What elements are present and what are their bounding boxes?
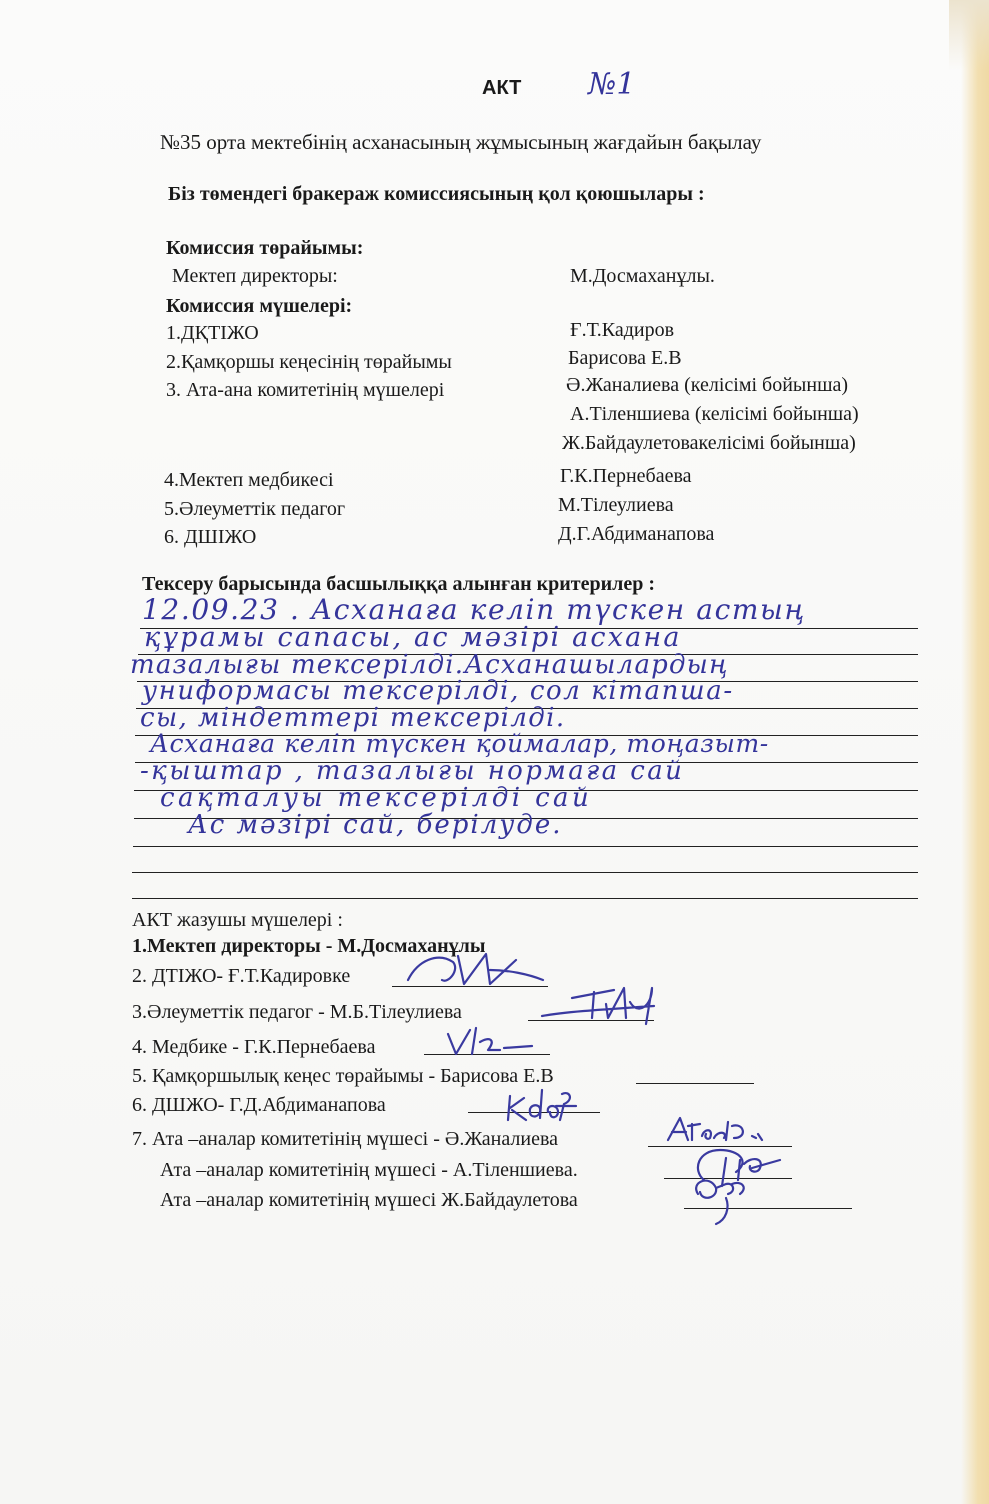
member-role: 2.Қамқоршы кеңесінің төрайымы [166, 351, 452, 373]
criteria-heading: Тексеру барысында басшылыққа алынған критерилер : [142, 573, 656, 595]
chair-name: М.Досмаханұлы. [570, 265, 715, 287]
member-name: М.Тілеулиева [558, 494, 674, 516]
ruled-line [132, 898, 918, 899]
member-role: 6. ДШІЖО [164, 526, 257, 548]
handwritten-criteria-line: -қыштар , тазалығы нормаға сай [140, 756, 685, 786]
member-role: 4.Мектеп медбикесі [164, 469, 334, 491]
chair-role: Мектеп директоры: [172, 265, 338, 287]
member-name: Ж.Байдаулетовакелісімі бойынша) [562, 432, 856, 454]
signatory-line: 2. ДТІЖО- Ғ.Т.Кадировке [132, 965, 351, 987]
member-name: Г.К.Пернебаева [560, 465, 692, 487]
member-role: 5.Әлеуметтік педагог [164, 498, 346, 520]
ruled-line [132, 872, 918, 873]
signatories-heading: АКТ жазушы мүшелері : [132, 909, 343, 931]
member-role: 1.ДҚТІЖО [166, 322, 259, 344]
ruled-line [133, 846, 918, 847]
members-heading: Комиссия мүшелері: [166, 295, 353, 317]
member-name: Ә.Жаналиева (келісімі бойынша) [566, 374, 849, 396]
signature-line [636, 1083, 754, 1084]
signature-kadirov [398, 950, 548, 990]
signatory-line: 6. ДШЖО- Г.Д.Абдиманапова [132, 1094, 386, 1116]
handwritten-criteria-line: құрамы сапасы, ас мәзірі асхана [144, 622, 682, 653]
signatory-line: 5. Қамқоршылық кеңес төрайымы - Барисова Е.В [132, 1065, 554, 1087]
paper-corner-shadow [949, 0, 989, 70]
signatory-line: Ата –аналар комитетінің мүшесі Ж.Байдаулетова [160, 1189, 578, 1211]
handwritten-criteria-line: униформасы тексерілді, сол кітапша- [142, 676, 734, 706]
signatory-line: 7. Ата –аналар комитетінің мүшесі - Ә.Жаналиева [132, 1128, 558, 1150]
act-number-handwritten: №1 [588, 67, 636, 102]
handwritten-criteria-line: сы, міндеттері тексерілді. [140, 703, 566, 733]
member-name: А.Тіленшиева (келісімі бойынша) [570, 403, 859, 425]
document-subtitle: №35 орта мектебінің асханасының жұмысының жағдайын бақылау [160, 130, 762, 154]
commission-intro: Біз төмендегі бракераж комиссиясының қол қоюшылары : [168, 183, 705, 205]
paper-edge [961, 0, 989, 1504]
signature-baidauletova [686, 1168, 766, 1228]
handwritten-criteria-line: 12.09.23 . Асханаға келіп түскен астың [142, 593, 806, 626]
signatory-line: 4. Медбике - Г.К.Пернебаева [132, 1036, 376, 1058]
act-title: АКТ [482, 77, 522, 99]
handwritten-criteria-line: Ас мәзірі сай, берілуде. [188, 810, 563, 840]
signature-tileulieva [534, 976, 664, 1026]
signatory-line: 3.Әлеуметтік педагог - М.Б.Тілеулиева [132, 1001, 462, 1023]
chair-heading: Комиссия төрайымы: [166, 237, 364, 259]
member-role: 3. Ата-ана комитетінің мүшелері [166, 379, 445, 401]
handwritten-criteria-line: сақталуы тексерілді сай [160, 783, 593, 813]
signatory-director: 1.Мектеп директоры - М.Досмаханұлы [132, 935, 486, 957]
handwritten-criteria-line: Асханаға келіп түскен қоймалар, тоңазыт- [150, 729, 769, 758]
signatory-line: Ата –аналар комитетінің мүшесі - А.Тіленшиева. [160, 1159, 578, 1181]
handwritten-criteria-line: тазалығы тексерілді.Асханашылардың [130, 650, 729, 680]
signature-abdimanapova [500, 1084, 610, 1124]
signature-pernebaeva [428, 1020, 558, 1060]
member-name: Д.Г.Абдиманапова [558, 523, 715, 545]
member-name: Ғ.Т.Кадиров [570, 319, 675, 341]
member-name: Барисова Е.В [568, 347, 682, 369]
